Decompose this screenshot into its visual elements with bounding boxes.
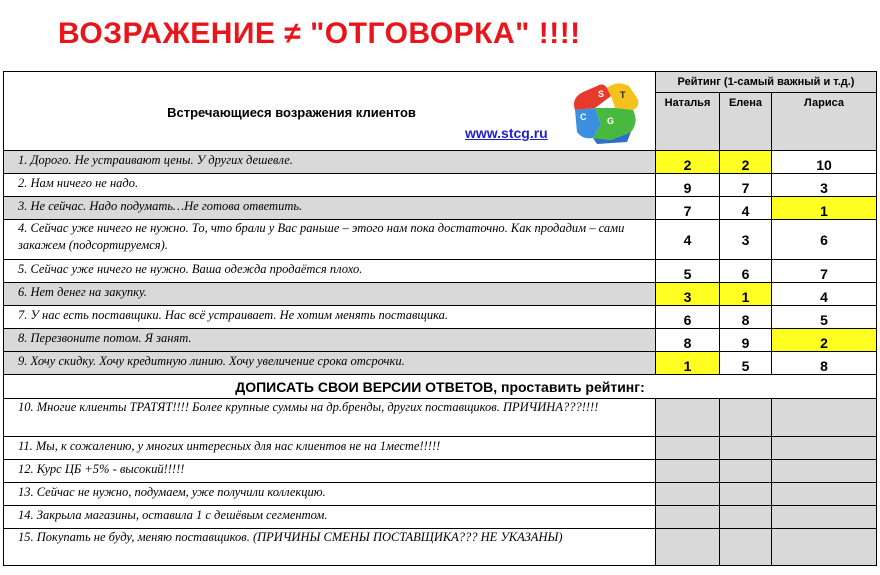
page-title: ВОЗРАЖЕНИЕ ≠ "ОТГОВОРКА" !!!! [58, 17, 581, 50]
objection-text: 5. Сейчас уже ничего не нужно. Ваша одежда продаётся плохо. [4, 260, 656, 283]
table-row [4, 306, 877, 329]
empty-rating-cell[interactable] [772, 437, 877, 460]
empty-rating-cell[interactable] [720, 483, 772, 506]
rating-cell[interactable]: 1 [656, 352, 720, 375]
logo-letter: C [580, 112, 587, 122]
rating-cell[interactable]: 1 [720, 283, 772, 306]
rating-cell[interactable]: 7 [720, 174, 772, 197]
rating-cell[interactable]: 10 [772, 151, 877, 174]
logo-letter: S [598, 89, 605, 99]
rating-cell[interactable]: 4 [656, 220, 720, 260]
column-header-natalya: Наталья [656, 93, 720, 151]
rating-cell[interactable]: 3 [656, 283, 720, 306]
table-row [4, 329, 877, 352]
rating-cell[interactable]: 3 [772, 174, 877, 197]
site-link[interactable]: www.stcg.ru [465, 125, 548, 141]
table-row [4, 460, 877, 483]
table-row [4, 399, 877, 437]
logo-letter: G [607, 116, 615, 126]
column-header-elena: Елена [720, 93, 772, 151]
objection-text: 2. Нам ничего не надо. [4, 174, 656, 197]
empty-rating-cell[interactable] [772, 399, 877, 437]
rating-cell[interactable]: 8 [656, 329, 720, 352]
table-row [4, 352, 877, 375]
rating-cell[interactable]: 2 [656, 151, 720, 174]
rating-cell[interactable]: 5 [772, 306, 877, 329]
logo-letter: T [620, 90, 626, 100]
rating-header: Рейтинг (1-самый важный и т.д.) [656, 72, 877, 93]
empty-rating-cell[interactable] [720, 506, 772, 529]
rating-cell[interactable]: 6 [720, 260, 772, 283]
extra-objection-text: 14. Закрыла магазины, оставила 1 с дешёвым сегментом. [4, 506, 656, 529]
table-row [4, 483, 877, 506]
rating-cell[interactable]: 2 [720, 151, 772, 174]
rating-cell[interactable]: 4 [720, 197, 772, 220]
empty-rating-cell[interactable] [772, 506, 877, 529]
rating-cell[interactable]: 4 [772, 283, 877, 306]
rating-cell[interactable]: 8 [772, 352, 877, 375]
table-row [4, 197, 877, 220]
table-row [4, 220, 877, 260]
extra-objection-text: 12. Курс ЦБ +5% - высокий!!!!! [4, 460, 656, 483]
objection-text: 1. Дорого. Не устраивают цены. У других дешевле. [4, 151, 656, 174]
table-row [4, 174, 877, 197]
rating-cell[interactable]: 6 [656, 306, 720, 329]
rating-cell[interactable]: 5 [720, 352, 772, 375]
objection-text: 4. Сейчас уже ничего не нужно. То, что брали у Вас раньше – этого нам пока достаточно. Как продадим – сами закажем (подсортируемся). [4, 220, 656, 260]
table-row [4, 283, 877, 306]
table-row [4, 151, 877, 174]
rating-cell[interactable]: 8 [720, 306, 772, 329]
empty-rating-cell[interactable] [772, 483, 877, 506]
column-header-larisa: Лариса [772, 93, 877, 151]
section-title: ДОПИСАТЬ СВОИ ВЕРСИИ ОТВЕТОВ, проставить рейтинг: [4, 375, 877, 399]
rating-cell[interactable]: 3 [720, 220, 772, 260]
empty-rating-cell[interactable] [656, 506, 720, 529]
rating-cell[interactable]: 5 [656, 260, 720, 283]
objection-text: 7. У нас есть поставщики. Нас всё устраивает. Не хотим менять поставщика. [4, 306, 656, 329]
extra-objection-text: 15. Покупать не буду, меняю поставщиков. (ПРИЧИНЫ СМЕНЫ ПОСТАВЩИКА??? НЕ УКАЗАНЫ) [4, 529, 656, 566]
empty-rating-cell[interactable] [656, 437, 720, 460]
objection-text: 3. Не сейчас. Надо подумать…Не готова ответить. [4, 197, 656, 220]
rating-cell[interactable]: 1 [772, 197, 877, 220]
objections-table [3, 71, 877, 566]
empty-rating-cell[interactable] [656, 529, 720, 566]
empty-rating-cell[interactable] [772, 460, 877, 483]
table-row [4, 506, 877, 529]
empty-rating-cell[interactable] [720, 529, 772, 566]
rating-cell[interactable]: 9 [720, 329, 772, 352]
table-row [4, 529, 877, 566]
objections-header: Встречающиеся возражения клиентов [167, 105, 416, 120]
rating-cell[interactable]: 6 [772, 220, 877, 260]
table-row [4, 437, 877, 460]
table-row [4, 260, 877, 283]
objection-text: 8. Перезвоните потом. Я занят. [4, 329, 656, 352]
empty-rating-cell[interactable] [720, 399, 772, 437]
rating-cell[interactable]: 7 [656, 197, 720, 220]
rating-cell[interactable]: 7 [772, 260, 877, 283]
table-header-cell [4, 72, 656, 151]
empty-rating-cell[interactable] [772, 529, 877, 566]
rating-cell[interactable]: 9 [656, 174, 720, 197]
extra-objection-text: 10. Многие клиенты ТРАТЯТ!!!! Более крупные суммы на др.бренды, других поставщиков. ПРИЧИНА???!!!! [4, 399, 656, 437]
empty-rating-cell[interactable] [656, 460, 720, 483]
rating-cell[interactable]: 2 [772, 329, 877, 352]
empty-rating-cell[interactable] [720, 437, 772, 460]
empty-rating-cell[interactable] [720, 460, 772, 483]
objection-text: 9. Хочу скидку. Хочу кредитную линию. Хочу увеличение срока отсрочки. [4, 352, 656, 375]
empty-rating-cell[interactable] [656, 399, 720, 437]
extra-objection-text: 11. Мы, к сожалению, у многих интересных для нас клиентов не на 1месте!!!!! [4, 437, 656, 460]
extra-objection-text: 13. Сейчас не нужно, подумаем, уже получили коллекцию. [4, 483, 656, 506]
objection-text: 6. Нет денег на закупку. [4, 283, 656, 306]
empty-rating-cell[interactable] [656, 483, 720, 506]
puzzle-logo-icon [567, 78, 645, 146]
